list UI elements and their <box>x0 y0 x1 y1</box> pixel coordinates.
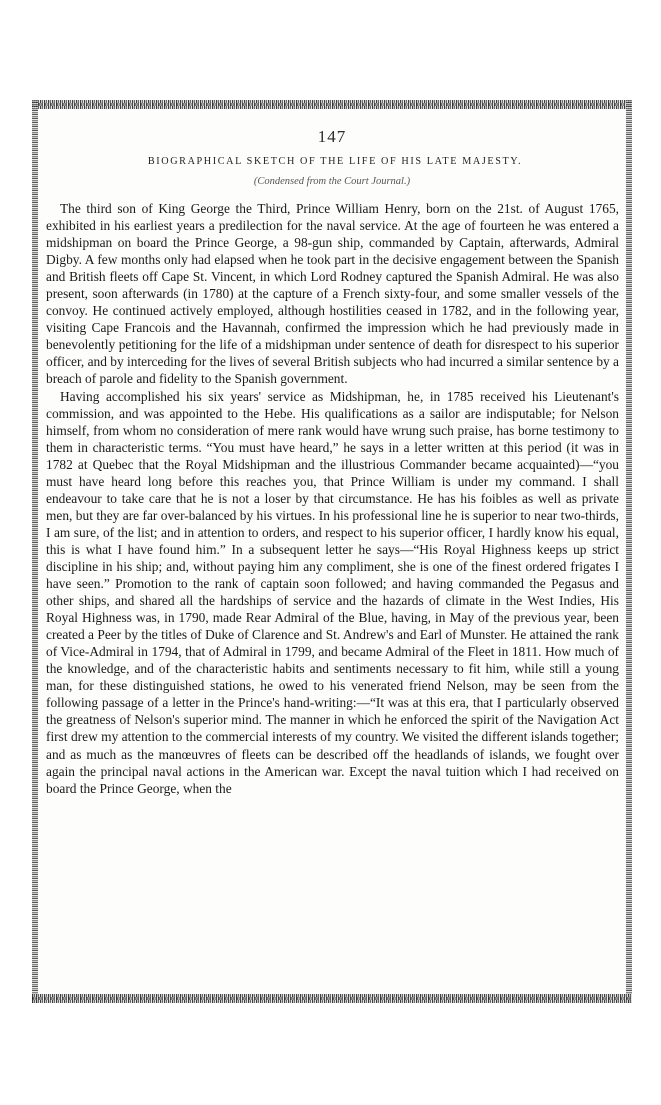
bottom-ornamental-border <box>32 994 632 1003</box>
article-body <box>46 200 619 797</box>
body-paragraph-2: Having accomplished his six years' service as Midshipman, he, in 1785 received his Lieutenant's commission, and was appointed to the Hebe. His qualifications as a sailor are indisputable; for Nelson himself, from whom no consideration of mere rank would have wrung such praise, has borne testimony to them in characteristic terms. “You must have heard,” he says in a letter written at this period (it was in 1782 at Quebec that the Royal Midshipman and the illustrious Commander became acquainted)—“you must have heard long before this reaches you, that Prince William is under my command. I shall endeavour to take care that he is not a loser by that circumstance. He has his foibles as well as private men, but they are far over-balanced by his virtues. In his professional line he is superior to near two-thirds, I am sure, of the list; and in attention to orders, and respect to his superior officer, I hardly know his equal, this is what I have found him.” In a subsequent letter he says—“His Royal Highness keeps up strict discipline in his ship; and, without paying him any compliment, she is one of the finest ordered frigates I have seen.” Promotion to the rank of captain soon followed; and having commanded the Pegasus and other ships, and shared all the hardships of service and the hazards of climate in the West Indies, His Royal Highness was, in 1790, made Rear Admiral of the Blue, having, in May of the previous year, been created a Peer by the titles of Duke of Clarence and St. Andrew's and Earl of Munster. He attained the rank of Vice-Admiral in 1794, that of Admiral in 1799, and became Admiral of the Fleet in 1811. How much of the knowledge, and of the characteristic habits and sentiments necessary to fit him, while still a young man, for these distinguished stations, he owed to his venerated friend Nelson, may be seen from the following passage of a letter in the Prince's hand-writing:—“It was at this era, that I particularly observed the greatness of Nelson's superior mind. The manner in which he enforced the spirit of the Navigation Act first drew my attention to the commercial interests of my country. We visited the different islands together; and as much as the manœuvres of fleets can be described off the headlands of islands, we fought over again the principal naval actions in the American war. Except the naval tuition which I had received on board the Prince George, when the <box>46 388 619 796</box>
top-ornamental-border <box>32 100 632 109</box>
body-paragraph-1: The third son of King George the Third, Prince William Henry, born on the 21st. of August 1765, exhibited in his earliest years a predilection for the naval service. At the age of fourteen he was entered a midshipman on board the Prince George, a 98-gun ship, commanded by Captain, afterwards, Admiral Digby. A few months only had elapsed when he took part in the decisive engagement between the Spanish and British fleets off Cape St. Vincent, in which Lord Rodney captured the Spanish Admiral. He was also present, soon afterwards (in 1780) at the capture of a French sixty-four, and some smaller vessels of the convoy. He continued actively employed, although hostilities ceased in 1782, and in the following year, visiting Cape Francois and the Havannah, confirmed the impression which he had previously made in benevolently petitioning for the life of a midshipman under sentence of death for disrespect to his superior officer, and by interceding for the lives of several British subjects who had incurred a similar sentence by a breach of parole and fidelity to the Spanish government. <box>46 201 619 387</box>
article-title: BIOGRAPHICAL SKETCH OF THE LIFE OF HIS LATE MAJESTY. <box>147 156 523 167</box>
left-ornamental-border <box>32 100 38 1003</box>
article-subtitle: (Condensed from the Court Journal.) <box>253 176 411 187</box>
page-number: 147 <box>317 127 347 146</box>
right-ornamental-border <box>626 100 632 1003</box>
book-page <box>32 100 632 1003</box>
